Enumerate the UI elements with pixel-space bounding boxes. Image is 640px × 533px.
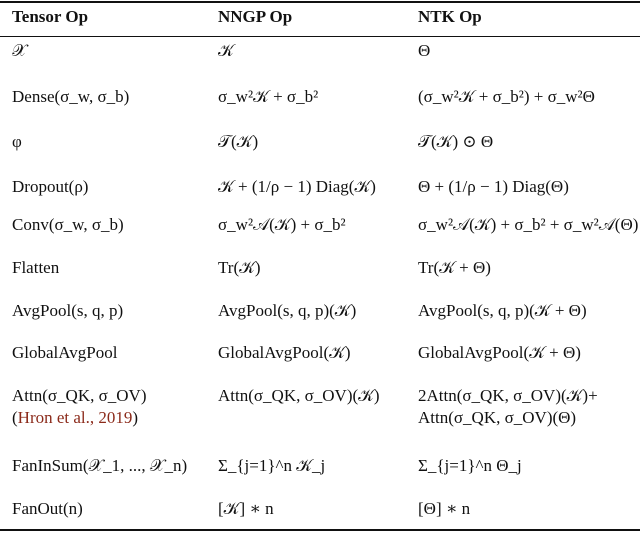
tensor-op-cell: FanInSum(𝒳_1, ..., 𝒳_n) [12,456,188,475]
ntk-op-cell: Σ_{j=1}^n Θ_j [418,456,522,475]
citation-close-paren: ) [132,408,139,427]
nngp-op-cell: Tr(𝒦) [218,258,261,277]
ntk-op-cell: Tr(𝒦 + Θ) [418,258,491,277]
nngp-op-cell: σ_w²𝒦 + σ_b² [218,87,319,106]
nngp-op-cell: 𝒦 + (1/ρ − 1) Diag(𝒦) [218,177,376,196]
ntk-op-cell: Θ + (1/ρ − 1) Diag(Θ) [418,177,569,196]
tensor-op-name: Attn(σ_QK, σ_OV) [12,386,147,405]
nngp-op-cell: Σ_{j=1}^n 𝒦_j [218,456,326,475]
tensor-op-cell: 𝒳 [12,41,27,60]
header-nngp-op: NNGP Op [218,7,293,26]
nngp-op-cell: AvgPool(s, q, p)(𝒦) [218,301,357,320]
ntk-op-line-1: 2Attn(σ_QK, σ_OV)(𝒦)+ [418,386,598,405]
nngp-op-cell: GlobalAvgPool(𝒦) [218,343,351,362]
tensor-op-cell [12,385,146,429]
ntk-op-cell: Θ [418,41,431,60]
nngp-op-cell: Attn(σ_QK, σ_OV)(𝒦) [218,386,380,405]
ntk-op-cell: 𝒯̇(𝒦) ⊙ Θ [418,132,494,151]
tensor-op-cell: GlobalAvgPool [12,343,118,362]
tensor-op-cell: AvgPool(s, q, p) [12,301,124,320]
tensor-op-cell: Dense(σ_w, σ_b) [12,87,130,106]
ntk-op-cell: [Θ] ∗ n [418,499,471,518]
bottom-rule [0,529,640,531]
header-tensor-op: Tensor Op [12,7,89,26]
tensor-op-cell: FanOut(n) [12,499,83,518]
nngp-op-cell: 𝒯(𝒦) [218,132,259,151]
ntk-op-cell [418,385,598,429]
ntk-op-cell: σ_w²𝒜(𝒦) + σ_b² + σ_w²𝒜(Θ) [418,215,639,234]
citation-link[interactable]: Hron et al., 2019 [17,408,133,427]
ntk-op-cell: AvgPool(s, q, p)(𝒦 + Θ) [418,301,587,320]
citation [12,407,146,429]
nngp-op-cell: 𝒦 [218,41,234,60]
ntk-op-cell: GlobalAvgPool(𝒦 + Θ) [418,343,581,362]
tensor-op-cell: φ [12,132,22,151]
top-rule [0,1,640,3]
ntk-op-cell: (σ_w²𝒦 + σ_b²) + σ_w²Θ [418,87,595,106]
tensor-op-cell: Flatten [12,258,60,277]
nngp-op-cell: σ_w²𝒜(𝒦) + σ_b² [218,215,346,234]
tensor-op-cell: Dropout(ρ) [12,177,89,196]
citation-open-paren: ( [12,408,18,427]
header-ntk-op: NTK Op [418,7,482,26]
ntk-op-line-2: Attn(σ_QK, σ_OV)(Θ) [418,408,577,427]
tensor-op-cell: Conv(σ_w, σ_b) [12,215,124,234]
nngp-op-cell: [𝒦] ∗ n [218,499,274,518]
header-rule [0,36,640,37]
